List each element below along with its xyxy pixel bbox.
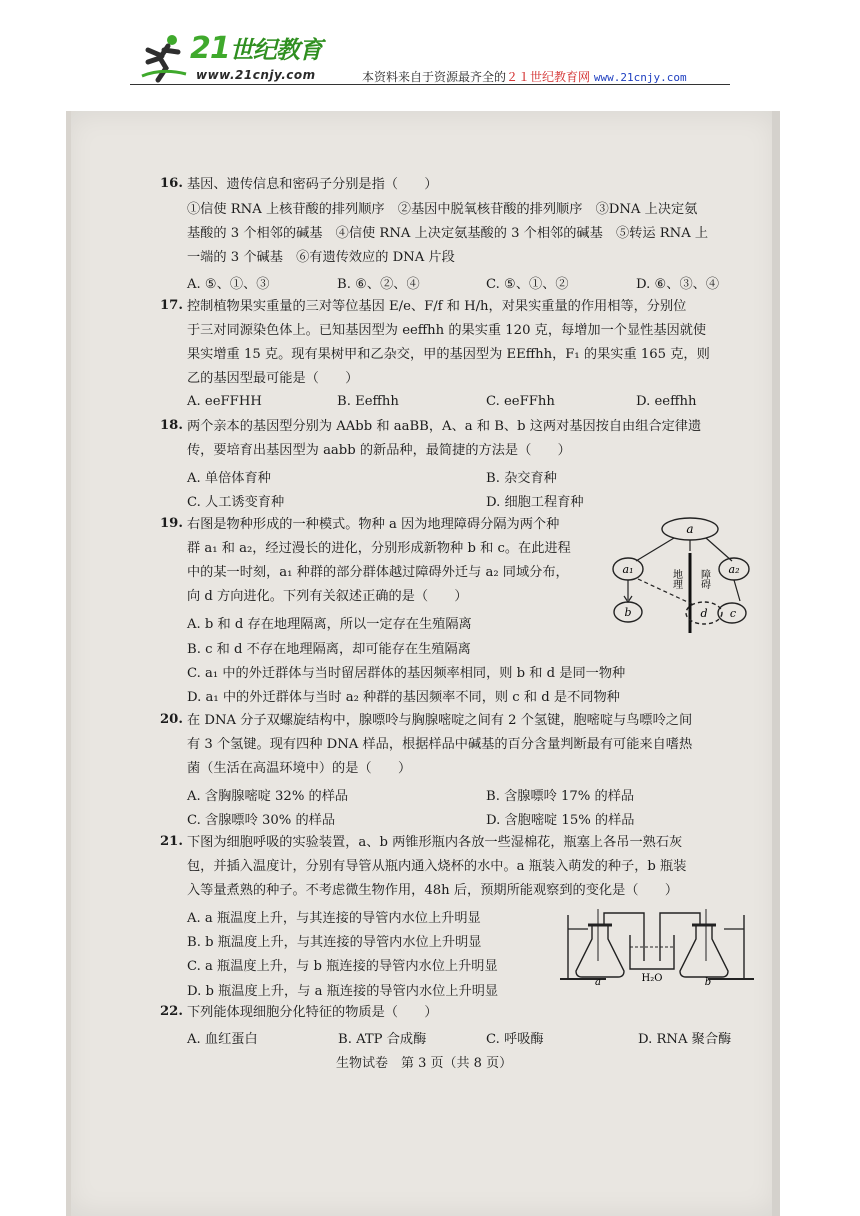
q22-option-c[interactable]: C. 呼吸酶 <box>486 1032 544 1047</box>
q21-option-a[interactable]: A. a 瓶温度上升，与其连接的导管内水位上升明显 <box>187 911 481 926</box>
header-note: 本资料来自于资源最齐全的２１世纪教育网 www.21cnjy.com <box>362 70 687 84</box>
flask-b-label: b <box>704 977 712 985</box>
q16-line: 基酸的 3 个相邻的碱基 ④信使 RNA 上决定氨基酸的 3 个相邻的碱基 ⑤转运 RNA 上 <box>187 226 709 241</box>
q17-option-c[interactable]: C. eeFFhh <box>486 394 555 409</box>
q20-line: 菌（生活在高温环境中）的是（ ） <box>187 761 412 776</box>
q22-stem: 下列能体现细胞分化特征的物质是（ ） <box>187 1005 438 1020</box>
water-beaker <box>630 935 674 969</box>
barrier-label-2: 障碍 <box>698 569 710 589</box>
q22-number: 22. <box>160 1004 183 1019</box>
q17-option-b[interactable]: B. Eeffhh <box>337 394 399 409</box>
q18-option-c[interactable]: C. 人工诱变育种 <box>187 495 285 510</box>
q17-number: 17. <box>160 298 183 313</box>
q18-number: 18. <box>160 418 183 433</box>
flask-b <box>680 925 728 977</box>
speciation-diagram <box>606 515 758 635</box>
q21-option-c[interactable]: C. a 瓶温度上升，与 b 瓶连接的导管内水位上升明显 <box>187 959 498 974</box>
species-b-label: b <box>624 606 632 619</box>
q18-option-d[interactable]: D. 细胞工程育种 <box>486 495 584 510</box>
q19-option-d[interactable]: D. a₁ 中的外迁群体与当时 a₂ 种群的基因频率不同，则 c 和 d 是不同物种 <box>187 690 620 705</box>
q18-line: 传，要培育出基因型为 aabb 的新品种，最简捷的方法是（ ） <box>187 443 571 458</box>
species-a-label: a <box>686 522 694 536</box>
q16-option-a[interactable]: A. ⑤、①、③ <box>187 277 270 292</box>
q17-line: 于三对同源染色体上。已知基因型为 eeffhh 的果实重 120 克，每增加一个显性基因就使 <box>187 323 707 338</box>
species-d-label: d <box>700 607 708 620</box>
q19-number: 19. <box>160 516 183 531</box>
page-header <box>0 0 860 110</box>
q19-option-b[interactable]: B. c 和 d 不存在地理隔离，却可能存在生殖隔离 <box>187 642 471 657</box>
q19-option-a[interactable]: A. b 和 d 存在地理隔离，所以一定存在生殖隔离 <box>187 617 472 632</box>
population-a2-label: a₂ <box>728 563 740 576</box>
site-logo[interactable] <box>138 28 338 88</box>
q19-line: 向 d 方向进化。下列有关叙述正确的是（ ） <box>187 589 468 604</box>
population-a1-label: a₁ <box>622 563 634 576</box>
q17-option-d[interactable]: D. eeffhh <box>636 394 697 409</box>
header-brand-link[interactable]: ２１世纪教育网 <box>506 70 591 84</box>
q20-option-c[interactable]: C. 含腺嘌呤 30% 的样品 <box>187 813 336 828</box>
q17-stem: 控制植物果实重量的三对等位基因 E/e、F/f 和 H/h，对果实重量的作用相等，分别位 <box>187 299 687 314</box>
q21-line: 包，并插入温度计，分别有导管从瓶内通入烧杯的水中。a 瓶装入萌发的种子，b 瓶装 <box>187 859 687 874</box>
q16-option-c[interactable]: C. ⑤、①、② <box>486 277 569 292</box>
q19-line: 群 a₁ 和 a₂，经过漫长的进化，分别形成新物种 b 和 c。在此进程 <box>187 541 571 556</box>
logo-wordmark: 21世纪教育 <box>190 31 322 66</box>
flask-a <box>576 925 624 977</box>
q16-number: 16. <box>160 176 183 191</box>
q16-line: 一端的 3 个碱基 ⑥有遗传效应的 DNA 片段 <box>187 250 455 265</box>
q16-option-d[interactable]: D. ⑥、③、④ <box>636 277 720 292</box>
q22-option-a[interactable]: A. 血红蛋白 <box>187 1032 258 1047</box>
q21-option-d[interactable]: D. b 瓶温度上升，与 a 瓶连接的导管内水位上升明显 <box>187 984 499 999</box>
q20-option-b[interactable]: B. 含腺嘌呤 17% 的样品 <box>486 789 635 804</box>
q21-stem: 下图为细胞呼吸的实验装置，a、b 两锥形瓶内各放一些湿棉花，瓶塞上各吊一熟石灰 <box>187 835 683 850</box>
page-footer: 生物试卷 第 3 页（共 8 页） <box>336 1056 513 1071</box>
q20-option-d[interactable]: D. 含胞嘧啶 15% 的样品 <box>486 813 635 828</box>
species-c-label: c <box>729 607 737 620</box>
q18-option-b[interactable]: B. 杂交育种 <box>486 471 557 486</box>
q19-stem: 右图是物种形成的一种模式。物种 a 因为地理障碍分隔为两个种 <box>187 517 560 532</box>
q17-option-a[interactable]: A. eeFFHH <box>187 394 262 409</box>
barrier-label: 地理 <box>670 569 682 589</box>
q17-line: 果实增重 15 克。现有果树甲和乙杂交，甲的基因型为 EEffhh，F₁ 的果实重 165 克，则 <box>187 347 710 362</box>
water-label: H₂O <box>641 973 663 984</box>
scan-right-edge <box>772 111 780 1216</box>
running-figure-icon <box>138 32 190 84</box>
q19-option-c[interactable]: C. a₁ 中的外迁群体与当时留居群体的基因频率相同，则 b 和 d 是同一物种 <box>187 666 626 681</box>
header-url-link[interactable]: www.21cnjy.com <box>593 71 687 84</box>
q17-line: 乙的基因型最可能是（ ） <box>187 371 359 386</box>
q21-option-b[interactable]: B. b 瓶温度上升，与其连接的导管内水位上升明显 <box>187 935 482 950</box>
header-divider <box>130 84 730 85</box>
q20-option-a[interactable]: A. 含胸腺嘧啶 32% 的样品 <box>187 789 349 804</box>
q20-line: 有 3 个氢键。现有四种 DNA 样品，根据样品中碱基的百分含量判断最有可能来自嗜热 <box>187 737 693 752</box>
q18-option-a[interactable]: A. 单倍体育种 <box>187 471 271 486</box>
q20-stem: 在 DNA 分子双螺旋结构中，腺嘌呤与胸腺嘧啶之间有 2 个氢键，胞嘧啶与鸟嘌呤之间 <box>187 713 693 728</box>
respiration-apparatus-diagram <box>558 905 758 985</box>
logo-url: www.21cnjy.com <box>196 68 316 82</box>
q16-option-b[interactable]: B. ⑥、②、④ <box>337 277 420 292</box>
q16-stem: 基因、遗传信息和密码子分别是指（ ） <box>187 177 438 192</box>
q16-line: ①信使 RNA 上核苷酸的排列顺序 ②基因中脱氧核苷酸的排列顺序 ③DNA 上决定氨 <box>187 202 698 217</box>
flask-a-label: a <box>595 977 601 985</box>
q22-option-d[interactable]: D. RNA 聚合酶 <box>638 1032 732 1047</box>
q21-line: 入等量煮熟的种子。不考虑微生物作用，48h 后，预期所能观察到的变化是（ ） <box>187 883 679 898</box>
q19-line: 中的某一时刻，a₁ 种群的部分群体越过障碍外迁与 a₂ 同域分布， <box>187 565 569 580</box>
scan-left-edge <box>66 111 71 1216</box>
q21-number: 21. <box>160 834 183 849</box>
q22-option-b[interactable]: B. ATP 合成酶 <box>338 1032 427 1047</box>
q20-number: 20. <box>160 712 183 727</box>
q18-stem: 两个亲本的基因型分别为 AAbb 和 aaBB，A、a 和 B、b 这两对基因按自由组合定律遗 <box>187 419 702 434</box>
